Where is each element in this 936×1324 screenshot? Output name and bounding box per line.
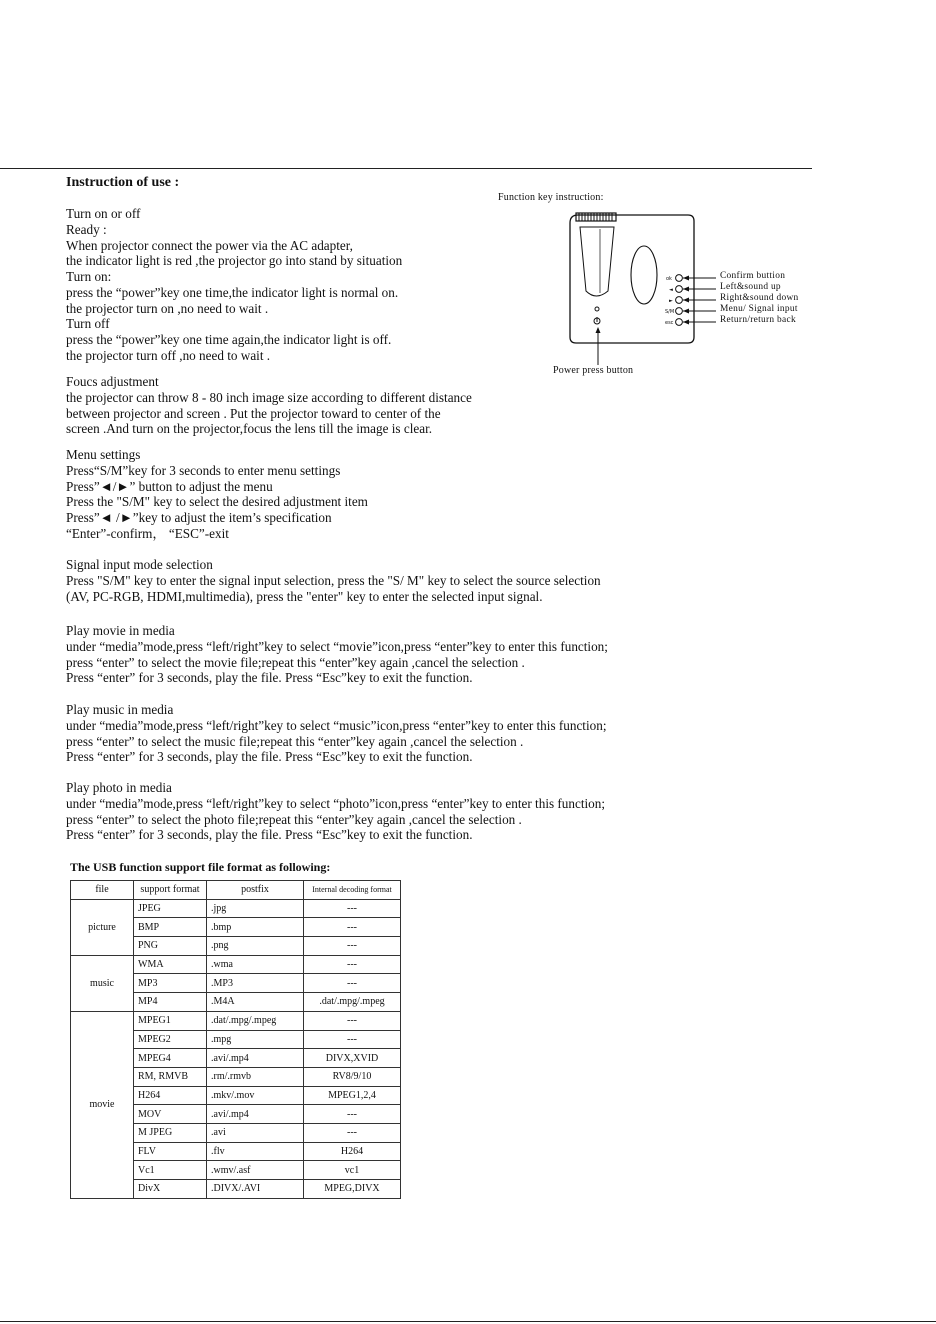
format-cell: MPEG2: [134, 1030, 207, 1049]
text-line: Press “enter” for 3 seconds, play the file. Press “Esc”key to exit the function.: [66, 749, 473, 765]
decoding-cell: ---: [304, 899, 401, 918]
decoding-cell: MPEG1,2,4: [304, 1086, 401, 1105]
format-cell: MPEG4: [134, 1049, 207, 1068]
postfix-cell: .dat/.mpg/.mpeg: [207, 1011, 304, 1030]
svg-text:ok: ok: [666, 276, 672, 282]
text-line: (AV, PC-RGB, HDMI,multimedia), press the "enter" key to enter the selected input signal.: [66, 588, 543, 604]
postfix-cell: .mkv/.mov: [207, 1086, 304, 1105]
column-header: postfix: [207, 881, 304, 900]
text-line: Press“S/M”key for 3 seconds to enter menu settings: [66, 462, 341, 478]
text-line: press the “power”key one time,the indicator light is normal on.: [66, 284, 399, 300]
function-key-caption: Function key instruction:: [498, 192, 604, 203]
usb-heading: The USB function support file format as following:: [70, 860, 331, 874]
format-cell: RM, RMVB: [134, 1067, 207, 1086]
postfix-cell: .mpg: [207, 1030, 304, 1049]
decoding-cell: ---: [304, 1105, 401, 1124]
format-cell: MPEG1: [134, 1011, 207, 1030]
text-line: Play movie in media: [66, 623, 175, 638]
decoding-cell: ---: [304, 937, 401, 956]
text-line: Signal input mode selection: [66, 557, 213, 572]
decoding-cell: ---: [304, 1011, 401, 1030]
text-line: “Enter”-confirm， “ESC”-exit: [66, 525, 229, 541]
postfix-cell: .bmp: [207, 918, 304, 937]
text-line: press “enter” to select the movie file;repeat this “enter”key again ,cancel the selection .: [66, 654, 525, 670]
file-type-cell: music: [71, 955, 134, 1011]
text-line: Turn on or off: [66, 206, 141, 221]
format-cell: BMP: [134, 918, 207, 937]
postfix-cell: .avi: [207, 1123, 304, 1142]
text-line: Menu settings: [66, 447, 141, 462]
column-header: file: [71, 881, 134, 900]
svg-text:esc: esc: [665, 320, 674, 326]
format-cell: FLV: [134, 1142, 207, 1161]
section-menu: [66, 447, 368, 542]
section-turn-off: [66, 316, 391, 363]
section-photo: [66, 780, 605, 843]
format-cell: MP4: [134, 993, 207, 1012]
text-line: When projector connect the power via the AC adapter,: [66, 237, 353, 253]
postfix-cell: .wma: [207, 955, 304, 974]
text-line: press “enter” to select the photo file;repeat this “enter”key again ,cancel the selection .: [66, 811, 522, 827]
postfix-cell: .jpg: [207, 899, 304, 918]
text-line: the projector can throw 8 - 80 inch image size according to different distance: [66, 389, 472, 405]
text-line: screen .And turn on the projector,focus the lens till the image is clear.: [66, 421, 433, 437]
file-type-cell: picture: [71, 899, 134, 955]
text-line: Press “enter” for 3 seconds, play the file. Press “Esc”key to exit the function.: [66, 670, 473, 686]
text-line: press “enter” to select the music file;repeat this “enter”key again ,cancel the selection .: [66, 733, 524, 749]
table-row: [71, 899, 401, 918]
postfix-cell: .flv: [207, 1142, 304, 1161]
power-button-caption: Power press button: [553, 365, 634, 376]
text-line: between projector and screen . Put the projector toward to center of the: [66, 405, 441, 421]
text-line: Press “enter” for 3 seconds, play the file. Press “Esc”key to exit the function.: [66, 827, 473, 843]
decoding-cell: ---: [304, 955, 401, 974]
text-line: Press "S/M" key to enter the signal input selection, press the "S/ M" key to select the source selection: [66, 572, 601, 588]
key-label-right: Right&sound down: [720, 293, 799, 303]
text-line: Ready :: [66, 221, 107, 237]
postfix-cell: .avi/.mp4: [207, 1105, 304, 1124]
bottom-rule: [0, 1321, 936, 1322]
format-cell: WMA: [134, 955, 207, 974]
text-line: under “media”mode,press “left/right”key to select “movie”icon,press “enter”key to enter this function;: [66, 638, 608, 654]
column-header: Internal decoding format: [304, 881, 401, 900]
decoding-cell: H264: [304, 1142, 401, 1161]
text-line: the projector turn off ,no need to wait .: [66, 347, 271, 363]
postfix-cell: .M4A: [207, 993, 304, 1012]
decoding-cell: vc1: [304, 1161, 401, 1180]
section-focus: [66, 374, 472, 437]
text-line: Foucs adjustment: [66, 374, 159, 389]
svg-text:►: ►: [669, 298, 673, 304]
text-line: under “media”mode,press “left/right”key to select “photo”icon,press “enter”key to enter this function;: [66, 795, 606, 811]
format-cell: M JPEG: [134, 1123, 207, 1142]
text-line: Play music in media: [66, 702, 174, 717]
section-music: [66, 702, 606, 765]
text-line: under “media”mode,press “left/right”key to select “music”icon,press “enter”key to enter this function;: [66, 717, 607, 733]
page-title: Instruction of use :: [66, 175, 180, 190]
decoding-cell: RV8/9/10: [304, 1067, 401, 1086]
key-label-menu: Menu/ Signal input: [720, 304, 798, 314]
section-turn-on: [66, 206, 402, 317]
text-line: Play photo in media: [66, 780, 172, 795]
format-cell: H264: [134, 1086, 207, 1105]
postfix-cell: .wmv/.asf: [207, 1161, 304, 1180]
svg-text:◄: ◄: [669, 287, 673, 293]
text-line: Press the "S/M" key to select the desired adjustment item: [66, 494, 368, 510]
text-line: Turn off: [66, 316, 110, 331]
file-type-cell: movie: [71, 1011, 134, 1198]
format-cell: MP3: [134, 974, 207, 993]
key-label-return: Return/return back: [720, 315, 796, 325]
svg-text:S/M: S/M: [665, 309, 675, 315]
postfix-cell: .rm/.rmvb: [207, 1067, 304, 1086]
decoding-cell: .dat/.mpg/.mpeg: [304, 993, 401, 1012]
table-body: [71, 899, 401, 1198]
postfix-cell: .avi/.mp4: [207, 1049, 304, 1068]
key-label-left: Left&sound up: [720, 282, 781, 292]
postfix-cell: .MP3: [207, 974, 304, 993]
decoding-cell: ---: [304, 918, 401, 937]
decoding-cell: DIVX,XVID: [304, 1049, 401, 1068]
postfix-cell: .png: [207, 937, 304, 956]
table-row: [71, 1011, 401, 1030]
decoding-cell: ---: [304, 1030, 401, 1049]
section-movie: [66, 623, 608, 686]
text-line: the indicator light is red ,the projector go into stand by situation: [66, 253, 403, 269]
format-cell: MOV: [134, 1105, 207, 1124]
format-cell: DivX: [134, 1180, 207, 1199]
postfix-cell: .DIVX/.AVI: [207, 1180, 304, 1199]
section-signal: [66, 557, 601, 604]
key-label-confirm: Confirm buttion: [720, 271, 786, 281]
decoding-cell: ---: [304, 974, 401, 993]
column-header: support format: [134, 881, 207, 900]
decoding-cell: MPEG,DIVX: [304, 1180, 401, 1199]
projector-diagram: [548, 205, 818, 380]
table-row: [71, 955, 401, 974]
format-cell: JPEG: [134, 899, 207, 918]
file-format-table: [70, 880, 401, 1199]
text-line: the projector turn on ,no need to wait .: [66, 300, 269, 316]
text-line: Press”◄/►” button to adjust the menu: [66, 478, 273, 494]
format-cell: Vc1: [134, 1161, 207, 1180]
format-cell: PNG: [134, 937, 207, 956]
decoding-cell: ---: [304, 1123, 401, 1142]
text-line: press the “power”key one time again,the indicator light is off.: [66, 331, 392, 347]
top-rule: [0, 168, 812, 169]
text-line: Press”◄ /►”key to adjust the item’s specification: [66, 510, 332, 526]
table-header-row: [71, 881, 401, 900]
text-line: Turn on:: [66, 269, 112, 285]
